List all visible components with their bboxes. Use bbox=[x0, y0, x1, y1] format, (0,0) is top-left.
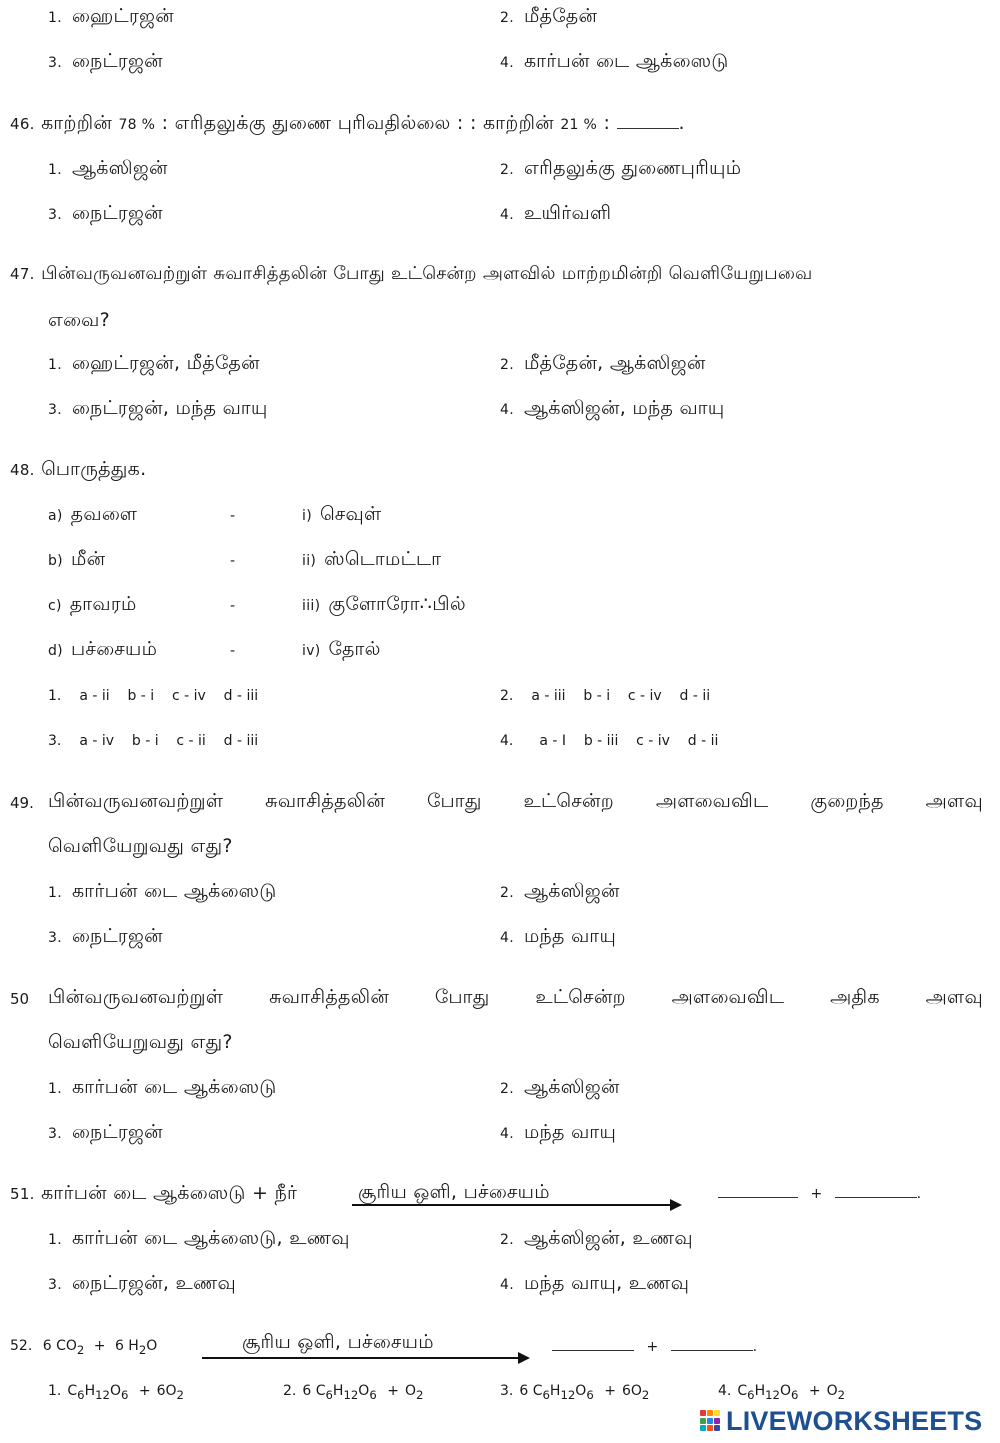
q52-option-1: 1. $C_6H_{12}O_6 + 6O_2$ bbox=[48, 1383, 184, 1402]
q49-option-2: 2. ஆக்ஸிஜன் bbox=[500, 880, 620, 902]
q48-question: 48. பொருத்துக. bbox=[10, 458, 147, 480]
q51-option-1: 1. கார்பன் டை ஆக்ஸைடு, உணவு bbox=[48, 1227, 350, 1249]
q50-option-2: 2. ஆக்ஸிஜன் bbox=[500, 1076, 620, 1098]
q48-option-3: 3. a - iv b - i c - ii d - iii bbox=[48, 733, 259, 749]
liveworksheets-logo-text: LIVEWORKSHEETS bbox=[726, 1405, 983, 1436]
q47-option-2: 2. மீத்தேன், ஆக்ஸிஜன் bbox=[500, 352, 706, 374]
q48-pair-a-dash: - bbox=[230, 508, 236, 524]
q46-option-1: 1. ஆக்ஸிஜன் bbox=[48, 157, 168, 179]
q48-pair-i: i) செவுள் bbox=[302, 503, 382, 525]
q48-pair-iii: iii) குளோரோ∴பில் bbox=[302, 593, 466, 615]
logo-square-5 bbox=[714, 1418, 720, 1424]
q49-question-line2: வெளியேறுவது எது? bbox=[48, 835, 233, 857]
liveworksheets-logo[interactable] bbox=[700, 1404, 982, 1438]
q50-question-line2: வெளியேறுவது எது? bbox=[48, 1031, 233, 1053]
q47-question: 47. பின்வருவனவற்றுள் சுவாசித்தலின் போது உட்சென்ற அளவில் மாற்றமின்றி வெளியேறுபவை bbox=[10, 263, 813, 284]
q52-option-4: 4. $C_6H_{12}O_6 + O_2$ bbox=[718, 1383, 846, 1402]
q52-equation: 52. 6 $CO_2 + 6$ $H_2O$ bbox=[10, 1338, 158, 1357]
q52-option-3: 3. 6 $C_6H_{12}O_6 + 6O_2$ bbox=[500, 1383, 650, 1402]
q51-question: 51. கார்பன் டை ஆக்ஸைடு + நீர் bbox=[10, 1182, 298, 1204]
q51-arrow-label: சூரிய ஒளி, பச்சையம் bbox=[358, 1181, 550, 1203]
q48-pair-iv: iv) தோல் bbox=[302, 638, 381, 660]
q52-products: + . bbox=[552, 1339, 757, 1355]
q50-question: பின்வருவனவற்றுள் சுவாசித்தலின் போது உட்சென்ற அளவைவிட அதிக அளவு bbox=[48, 986, 983, 1008]
logo-square-2 bbox=[714, 1410, 720, 1416]
q48-pair-c: c) தாவரம் bbox=[48, 593, 137, 615]
q45-option-3: 3. நைட்ரஜன் bbox=[48, 50, 163, 72]
q51-answer-blank-2[interactable] bbox=[835, 1197, 917, 1198]
q47-question-line2: எவை? bbox=[48, 309, 110, 331]
q47-option-4: 4. ஆக்ஸிஜன், மந்த வாயு bbox=[500, 397, 725, 419]
q52-arrow-label: சூரிய ஒளி, பச்சையம் bbox=[242, 1331, 434, 1353]
q49-question: பின்வருவனவற்றுள் சுவாசித்தலின் போது உட்சென்ற அளவைவிட குறைந்த அளவு bbox=[48, 790, 983, 812]
q51-option-4: 4. மந்த வாயு, உணவு bbox=[500, 1272, 690, 1294]
logo-square-7 bbox=[707, 1425, 713, 1431]
q49-option-1: 1. கார்பன் டை ஆக்ஸைடு bbox=[48, 880, 277, 902]
q52-answer-blank-1[interactable] bbox=[552, 1350, 634, 1351]
q46-option-4: 4. உயிர்வளி bbox=[500, 202, 612, 224]
q49-number: 49. bbox=[10, 794, 34, 812]
q51-products: + . bbox=[718, 1186, 921, 1202]
q50-option-3: 3. நைட்ரஜன் bbox=[48, 1121, 163, 1143]
q48-option-2: 2. a - iii b - i c - iv d - ii bbox=[500, 688, 711, 704]
q46-option-2: 2. எரிதலுக்கு துணைபுரியும் bbox=[500, 157, 742, 179]
q50-option-4: 4. மந்த வாயு bbox=[500, 1121, 617, 1143]
q48-pair-c-dash: - bbox=[230, 598, 236, 614]
q46-answer-blank[interactable] bbox=[617, 128, 679, 129]
q50-number: 50 bbox=[10, 990, 30, 1008]
q48-pair-d: d) பச்சையம் bbox=[48, 638, 158, 660]
logo-square-0 bbox=[700, 1410, 706, 1416]
q49-option-4: 4. மந்த வாயு bbox=[500, 925, 617, 947]
logo-square-6 bbox=[700, 1425, 706, 1431]
logo-square-3 bbox=[700, 1418, 706, 1424]
logo-square-8 bbox=[714, 1425, 720, 1431]
q48-pair-b: b) மீன் bbox=[48, 548, 106, 570]
q49-option-3: 3. நைட்ரஜன் bbox=[48, 925, 163, 947]
q48-option-1: 1. a - ii b - i c - iv d - iii bbox=[48, 688, 259, 704]
q51-option-3: 3. நைட்ரஜன், உணவு bbox=[48, 1272, 237, 1294]
logo-square-1 bbox=[707, 1410, 713, 1416]
q48-pair-d-dash: - bbox=[230, 643, 236, 659]
q51-option-2: 2. ஆக்ஸிஜன், உணவு bbox=[500, 1227, 693, 1249]
q48-option-4: 4. a - I b - iii c - iv d - ii bbox=[500, 733, 719, 749]
q46-option-3: 3. நைட்ரஜன் bbox=[48, 202, 163, 224]
q47-option-3: 3. நைட்ரஜன், மந்த வாயு bbox=[48, 397, 268, 419]
liveworksheets-logo-icon bbox=[700, 1410, 722, 1432]
q45-option-4: 4. கார்பன் டை ஆக்ஸைடு bbox=[500, 50, 729, 72]
q52-answer-blank-2[interactable] bbox=[671, 1350, 753, 1351]
q45-option-1: 1. ஹைட்ரஜன் bbox=[48, 5, 174, 27]
q47-option-1: 1. ஹைட்ரஜன், மீத்தேன் bbox=[48, 352, 260, 374]
q48-pair-ii: ii) ஸ்டொமட்டா bbox=[302, 548, 442, 570]
q46-question: 46. காற்றின் 78 % : எரிதலுக்கு துணை புரிவதில்லை : : காற்றின் 21 % : . bbox=[10, 112, 685, 134]
q48-pair-a: a) தவளை bbox=[48, 503, 138, 525]
q51-reaction-arrow bbox=[352, 1204, 670, 1206]
q51-answer-blank-1[interactable] bbox=[718, 1197, 798, 1198]
logo-square-4 bbox=[707, 1418, 713, 1424]
q52-option-2: 2. 6 $C_6H_{12}O_6 + O_2$ bbox=[283, 1383, 424, 1402]
q52-reaction-arrow bbox=[202, 1357, 518, 1359]
q50-option-1: 1. கார்பன் டை ஆக்ஸைடு bbox=[48, 1076, 277, 1098]
q48-pair-b-dash: - bbox=[230, 553, 236, 569]
q45-option-2: 2. மீத்தேன் bbox=[500, 5, 598, 27]
